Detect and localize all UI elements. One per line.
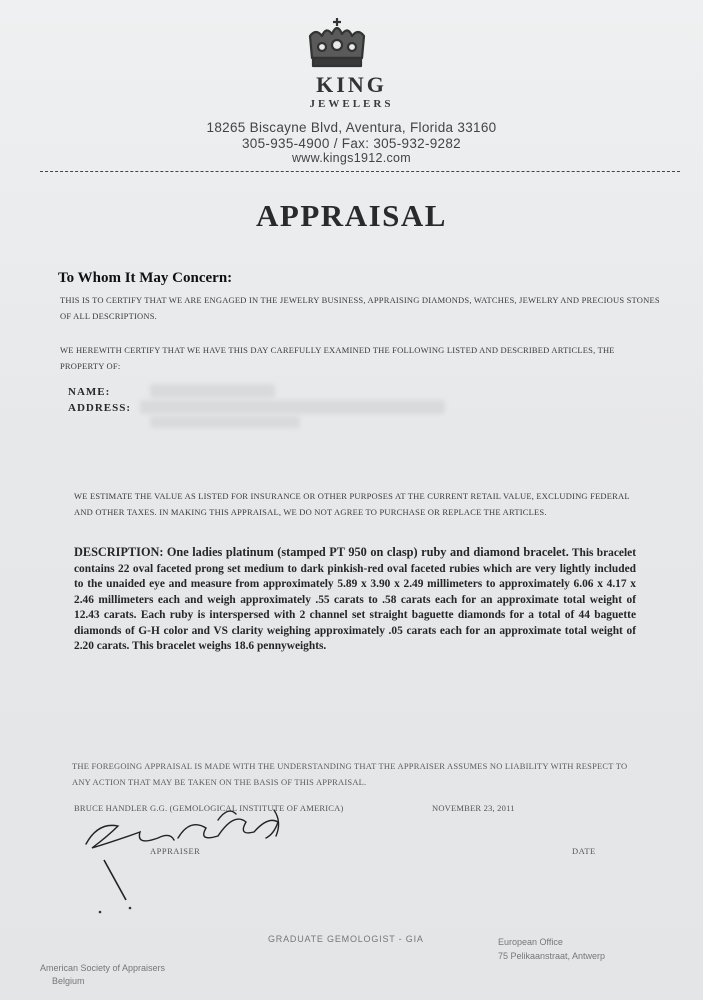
redacted-name: [150, 384, 275, 398]
european-office-address: 75 Pelikaanstraat, Antwerp: [498, 951, 606, 961]
description-body: This bracelet contains 22 oval faceted prong set medium to dark pinkish-red oval faceted rubies which are very lightly included to the unaided eye and measure from approximately 5.89 x 3.90 x 2.49 millimeters to approximately 6.06 x 4.17 x 2.46 millimeters each and weigh approximately .55 carats to .58 carats each for an approximate total weight of 12.43 carats. Each ruby is interspersed with 2 channel set straight baguette diamonds for a total of 44 baguette diamonds of G-H color and VS clarity weighing approximately .05 carats each for an approximate total weight of 2.20 carats. This bracelet weighs 18.6 pennyweights.: [74, 547, 636, 652]
examination-statement: WE HEREWITH CERTIFY THAT WE HAVE THIS DAY CAREFULLY EXAMINED THE FOLLOWING LISTED AND DESCRIBED ARTICLES, THE PROPERTY OF:: [60, 345, 615, 371]
page-title: APPRAISAL: [256, 198, 447, 233]
description-lead: One ladies platinum (stamped PT 950 on clasp) ruby and diamond bracelet.: [166, 545, 569, 559]
appraiser-caption: APPRAISER: [150, 846, 201, 856]
store-website: www.kings1912.com: [291, 151, 412, 165]
brand-name: KING: [316, 72, 387, 97]
store-address: 18265 Biscayne Blvd, Aventura, Florida 33160: [206, 120, 497, 135]
owner-address-label: ADDRESS:: [68, 402, 132, 414]
appraiser-name: BRUCE HANDLER G.G. (GEMOLOGICAL INSTITUTE OF AMERICA): [74, 803, 344, 813]
header-divider: [40, 171, 680, 172]
society-country: Belgium: [52, 976, 85, 986]
crown-logo-icon: [306, 14, 368, 72]
greeting: To Whom It May Concern:: [58, 270, 233, 286]
redacted-address: [140, 400, 445, 414]
graduate-gemologist-note: GRADUATE GEMOLOGIST - GIA: [268, 934, 424, 944]
liability-disclaimer: THE FOREGOING APPRAISAL IS MADE WITH THE UNDERSTANDING THAT THE APPRAISER ASSUMES NO LIABILITY WITH RESPECT TO ANY ACTION THAT MAY BE TAKEN ON THE BASIS OF THIS APPRAISAL.: [72, 761, 628, 787]
redacted-address-line-2: [150, 416, 300, 428]
description-label: DESCRIPTION:: [74, 545, 164, 559]
appraisal-date: NOVEMBER 23, 2011: [432, 803, 515, 813]
stray-mark-icon: [96, 858, 136, 918]
store-phone: 305-935-4900 / Fax: 305-932-9282: [241, 136, 461, 151]
certification-statement: THIS IS TO CERTIFY THAT WE ARE ENGAGED IN THE JEWELRY BUSINESS, APPRAISING DIAMONDS, WATCHES, JEWELRY AND PRECIOUS STONES OF ALL DESCRIPTIONS.: [60, 295, 660, 321]
owner-name-label: NAME:: [68, 386, 111, 398]
society-label: American Society of Appraisers: [40, 963, 166, 973]
european-office-label: European Office: [498, 937, 563, 947]
item-description: [74, 545, 636, 655]
brand-subtitle: JEWELERS: [309, 98, 394, 110]
date-caption: DATE: [572, 846, 596, 856]
valuation-note: WE ESTIMATE THE VALUE AS LISTED FOR INSURANCE OR OTHER PURPOSES AT THE CURRENT RETAIL VALUE, EXCLUDING FEDERAL AND OTHER TAXES. IN MAKING THIS APPRAISAL, WE DO NOT AGREE TO PURCHASE OR REPLACE THE ARTICLES.: [74, 491, 630, 517]
